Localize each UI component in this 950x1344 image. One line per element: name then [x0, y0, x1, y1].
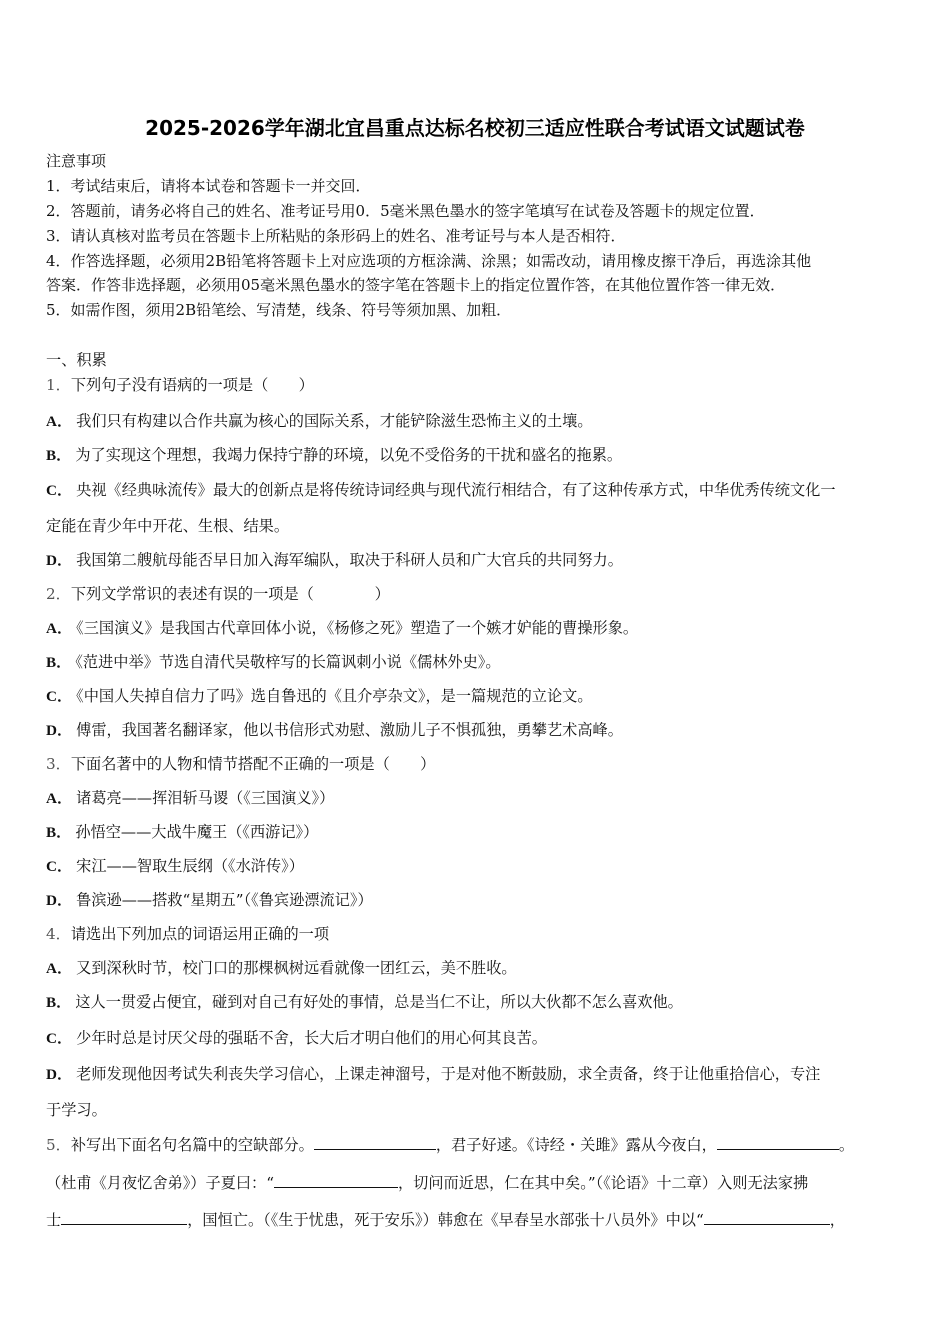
notice-item: 4．作答选择题，必须用2B铅笔将答题卡上对应选项的方框涂满、涂黑；如需改动，请用橡皮擦干净后，再选涂其他 — [46, 252, 812, 270]
question-text: ，切问而近思，仁在其中矣。”（《论语》十二章）入则无法家拂 — [397, 1174, 809, 1192]
question-number: 2． — [46, 585, 71, 603]
option-letter: D． — [46, 892, 73, 909]
question-number: 3． — [46, 755, 71, 773]
question-text: ，君子好逑。《诗经・关雎》露从今夜白， — [435, 1136, 717, 1154]
option-text: 《三国演义》是我国古代章回体小说，《杨修之死》塑造了一个嫉才妒能的曹操形象。 — [76, 619, 639, 637]
option-letter: C． — [46, 688, 73, 705]
option-text: 央视《经典咏流传》最大的创新点是将传统诗词经典与现代流行相结合，有了这种传承方式，中华优秀传统文化一 — [76, 481, 836, 499]
option-text: 诸葛亮——挥泪斩马谡（《三国演义》） — [76, 789, 335, 807]
option-letter: C． — [46, 858, 73, 875]
option-a — [46, 411, 593, 432]
fill-blank[interactable] — [704, 1209, 830, 1225]
question-text: 请选出下列加点的词语运用正确的一项 — [70, 925, 330, 943]
option-text: 孙悟空——大战牛魔王（《西游记》） — [75, 823, 319, 841]
question-text: 补写出下面名句名篇中的空缺部分。 — [70, 1136, 314, 1154]
option-a — [46, 958, 517, 979]
option-letter: D． — [46, 1066, 73, 1083]
option-text: 为了实现这个理想，我竭力保持宁静的环境，以免不受俗务的干扰和盛名的拖累。 — [75, 446, 623, 464]
question-text: 士 — [46, 1211, 62, 1229]
option-d — [46, 720, 623, 741]
option-c — [46, 686, 593, 707]
option-letter: A． — [46, 790, 73, 807]
notice-heading: 注意事项 — [46, 152, 107, 170]
option-letter: C． — [46, 1030, 73, 1047]
option-letter: B． — [46, 447, 72, 464]
option-b — [46, 652, 501, 673]
notice-item: 2．答题前，请务必将自己的姓名、准考证号用0．5毫米黑色墨水的签字笔填写在试卷及答题卡的规定位置． — [46, 202, 765, 220]
option-text: 老师发现他因考试失利丧失学习信心，上课走神溜号，于是对他不断鼓励，求全责备，终于让他重拾信心，专注 — [76, 1065, 821, 1083]
question-stem — [46, 924, 329, 944]
question-number: 4． — [46, 925, 71, 943]
option-text: 《范进中举》节选自清代吴敬梓写的长篇讽刺小说《儒林外史》。 — [75, 653, 501, 671]
document-title: 2025-2026学年湖北宜昌重点达标名校初三适应性联合考试语文试题试卷 — [145, 116, 805, 140]
option-a — [46, 788, 334, 809]
notice-item: 5．如需作图，须用2B铅笔绘、写清楚，线条、符号等须加黑、加粗． — [46, 301, 512, 319]
option-letter: A． — [46, 620, 73, 637]
option-text: 《中国人失掉自信力了吗》选自鲁迅的《且介亭杂文》，是一篇规范的立论文。 — [76, 687, 593, 705]
option-c — [46, 856, 304, 877]
question-stem — [46, 375, 314, 395]
option-text: 我们只有构建以合作共赢为核心的国际关系，才能铲除滋生恐怖主义的土壤。 — [76, 412, 593, 430]
option-d-continued: 于学习。 — [46, 1101, 107, 1119]
question-5-line-1 — [46, 1134, 854, 1155]
option-b — [46, 445, 622, 466]
fill-blank[interactable] — [314, 1134, 436, 1150]
option-letter: D． — [46, 722, 73, 739]
question-stem — [46, 584, 390, 604]
option-text: 我国第二艘航母能否早日加入海军编队，取决于科研人员和广大官兵的共同努力。 — [76, 551, 623, 569]
option-letter: B． — [46, 654, 72, 671]
option-letter: A． — [46, 960, 73, 977]
question-text: 下面名著中的人物和情节搭配不正确的一项是（ ） — [70, 755, 436, 773]
question-text: 。 — [838, 1136, 855, 1154]
notice-item: 答案．作答非选择题，必须用05毫米黑色墨水的签字笔在答题卡上的指定位置作答，在其他位置作答一律无效． — [46, 276, 786, 294]
option-d — [46, 1064, 820, 1085]
fill-blank[interactable] — [274, 1172, 398, 1188]
option-text: 宋江——智取生辰纲（《水浒传》） — [76, 857, 304, 875]
option-letter: B． — [46, 994, 72, 1011]
notice-item: 1．考试结束后，请将本试卷和答题卡一并交回． — [46, 177, 371, 195]
option-a — [46, 618, 638, 639]
option-d — [46, 550, 623, 571]
question-text: ， — [829, 1211, 845, 1229]
question-number: 5． — [46, 1136, 71, 1154]
question-text: 下列文学常识的表述有误的一项是（ ） — [70, 585, 390, 603]
option-text: 又到深秋时节，校门口的那棵枫树远看就像一团红云，美不胜收。 — [76, 959, 517, 977]
option-text: 这人一贯爱占便宜，碰到对自己有好处的事情，总是当仁不让，所以大伙都不怎么喜欢他。 — [75, 993, 683, 1011]
option-d — [46, 890, 373, 911]
option-b — [46, 822, 318, 843]
question-text: ，国恒亡。（《生于忧患，死于安乐》）韩愈在《早春呈水部张十八员外》中以“ — [187, 1211, 704, 1229]
option-letter: B． — [46, 824, 72, 841]
question-number: 1． — [46, 376, 71, 394]
option-text: 少年时总是讨厌父母的强聒不舍，长大后才明白他们的用心何其良苦。 — [76, 1029, 547, 1047]
question-text: （杜甫《月夜忆舍弟》）子夏曰：“ — [46, 1174, 274, 1192]
option-text: 傅雷，我国著名翻译家，他以书信形式劝慰、激励儿子不惧孤独，勇攀艺术高峰。 — [76, 721, 623, 739]
question-stem — [46, 754, 435, 774]
fill-blank[interactable] — [61, 1209, 187, 1225]
option-letter: C． — [46, 482, 73, 499]
question-5-line-3 — [46, 1209, 845, 1230]
section-heading: 一、积累 — [46, 351, 107, 369]
option-c — [46, 1028, 547, 1049]
option-b — [46, 992, 683, 1013]
option-c — [46, 480, 836, 501]
fill-blank[interactable] — [717, 1134, 839, 1150]
question-text: 下列句子没有语病的一项是（ ） — [70, 376, 314, 394]
option-letter: A． — [46, 413, 73, 430]
option-text: 鲁滨逊——搭救“星期五”（《鲁宾逊漂流记》） — [76, 891, 373, 909]
option-letter: D． — [46, 552, 73, 569]
question-5-line-2 — [46, 1172, 808, 1193]
notice-item: 3．请认真核对监考员在答题卡上所粘贴的条形码上的姓名、准考证号与本人是否相符． — [46, 227, 626, 245]
option-c-continued: 定能在青少年中开花、生根、结果。 — [46, 517, 289, 535]
